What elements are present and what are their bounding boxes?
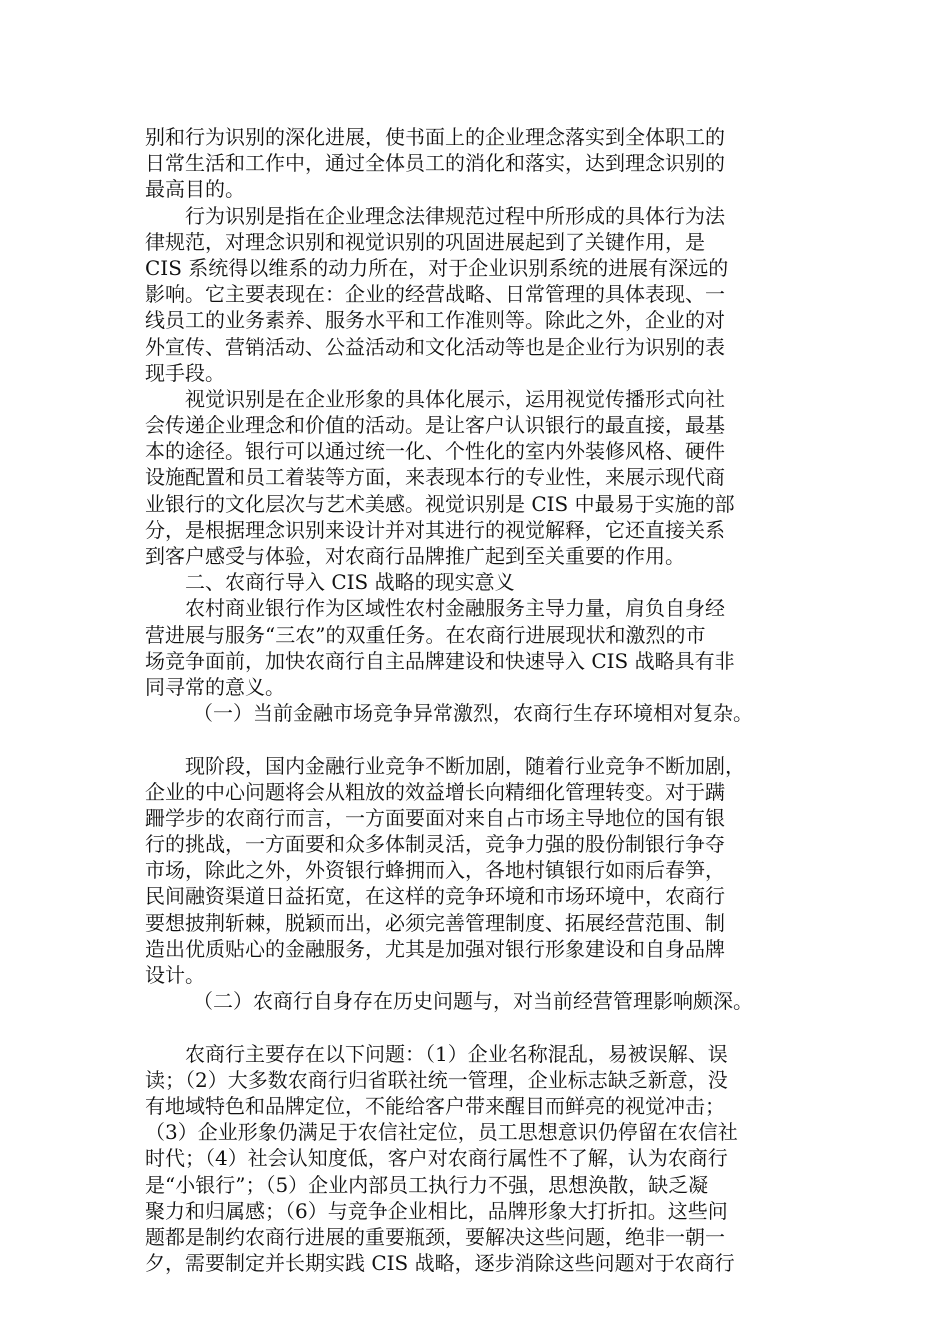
text-line: 要想披荆斩棘，脱颖而出，必须完善管理制度、拓展经营范围、制 <box>145 910 725 935</box>
text-line: 会传递企业理念和价值的活动。是让客户认识银行的最直接，最基 <box>145 413 725 438</box>
text-line: 影响。它主要表现在：企业的经营战略、日常管理的具体表现、一 <box>145 282 725 307</box>
paragraph-start: 农村商业银行作为区域性农村金融服务主导力量，肩负自身经 <box>185 596 725 621</box>
text-line: 别和行为识别的深化进展，使书面上的企业理念落实到全体职工的 <box>145 125 725 149</box>
text-line: CIS 系统得以维系的动力所在，对于企业识别系统的进展有深远的 <box>145 255 729 280</box>
text-line: 行的挑战，一方面要和众多体制灵活，竞争力强的股份制银行争夺 <box>145 832 725 857</box>
subsection-heading: （一）当前金融市场竞争异常激烈，农商行生存环境相对复杂。 <box>193 701 753 726</box>
text-line: 业银行的文化层次与艺术美感。视觉识别是 CIS 中最易于实施的部 <box>145 491 735 516</box>
text-line: 民间融资渠道日益拓宽，在这样的竞争环境和市场环境中，农商行 <box>145 884 725 909</box>
text-line: 分，是根据理念识别来设计并对其进行的视觉解释，它还直接关系 <box>145 517 725 542</box>
text-line: 设施配置和员工着装等方面，来表现本行的专业性，来展示现代商 <box>145 465 725 490</box>
text-line: 时代；（4）社会认知度低，客户对农商行属性不了解，认为农商行 <box>145 1146 728 1171</box>
text-line: 同寻常的意义。 <box>145 674 285 699</box>
text-line: 最高目的。 <box>145 177 245 202</box>
text-line: 造出优质贴心的金融服务，尤其是加强对银行形象建设和自身品牌 <box>145 936 725 961</box>
text-line: （3）企业形象仍满足于农信社定位，员工思想意识仍停留在农信社 <box>145 1120 738 1145</box>
text-line: 设计。 <box>145 963 205 987</box>
text-line: 聚力和归属感；（6）与竞争企业相比，品牌形象大打折扣。这些问 <box>145 1198 728 1223</box>
text-line: 跚学步的农商行而言，一方面要面对来自占市场主导地位的国有银 <box>145 805 725 830</box>
paragraph-start: 视觉识别是在企业形象的具体化展示，运用视觉传播形式向社 <box>185 386 725 411</box>
text-line: 线员工的业务素养、服务水平和工作准则等。除此之外，企业的对 <box>145 308 725 333</box>
text-line: 题都是制约农商行进展的重要瓶颈，要解决这些问题，绝非一朝一 <box>145 1224 725 1249</box>
text-line: 场竞争面前，加快农商行自主品牌建设和快速导入 CIS 战略具有非 <box>145 648 735 673</box>
text-line: 夕，需要制定并长期实践 CIS 战略，逐步消除这些问题对于农商行 <box>145 1251 735 1276</box>
text-line: 日常生活和工作中，通过全体员工的消化和落实，达到理念识别的 <box>145 151 725 176</box>
document-body <box>145 124 810 1276</box>
subsection-heading: （二）农商行自身存在历史问题与，对当前经营管理影响颇深。 <box>193 989 753 1014</box>
text-line: 现手段。 <box>145 360 225 385</box>
paragraph-start: 行为识别是指在企业理念法律规范过程中所形成的具体行为法 <box>185 203 725 228</box>
text-line: 外宣传、营销活动、公益活动和文化活动等也是企业行为识别的表 <box>145 334 725 359</box>
text-line: 本的途径。银行可以通过统一化、个性化的室内外装修风格、硬件 <box>145 439 725 464</box>
text-line: 律规范，对理念识别和视觉识别的巩固进展起到了关键作用，是 <box>145 229 705 254</box>
text-line: 读；（2）大多数农商行归省联社统一管理，企业标志缺乏新意，没 <box>145 1067 728 1092</box>
text-line: 是“小银行”；（5）企业内部员工执行力不强，思想涣散，缺乏凝 <box>145 1172 709 1197</box>
text-line: 有地域特色和品牌定位，不能给客户带来醒目而鲜亮的视觉冲击； <box>145 1093 725 1118</box>
blank-line <box>145 726 810 752</box>
paragraph-start: 现阶段，国内金融行业竞争不断加剧，随着行业竞争不断加剧， <box>185 753 745 778</box>
text-line: 到客户感受与体验，对农商行品牌推广起到至关重要的作用。 <box>145 544 685 568</box>
paragraph-start: 农商行主要存在以下问题：（1）企业名称混乱，易被误解、误 <box>185 1041 728 1066</box>
section-heading: 二、农商行导入 CIS 战略的现实意义 <box>185 570 515 595</box>
text-line: 市场，除此之外，外资银行蜂拥而入，各地村镇银行如雨后春笋， <box>145 858 725 883</box>
text-line: 企业的中心问题将会从粗放的效益增长向精细化管理转变。对于蹒 <box>145 779 725 804</box>
blank-line <box>145 1014 810 1040</box>
text-line: 营进展与服务“三农”的双重任务。在农商行进展现状和激烈的市 <box>145 622 706 647</box>
